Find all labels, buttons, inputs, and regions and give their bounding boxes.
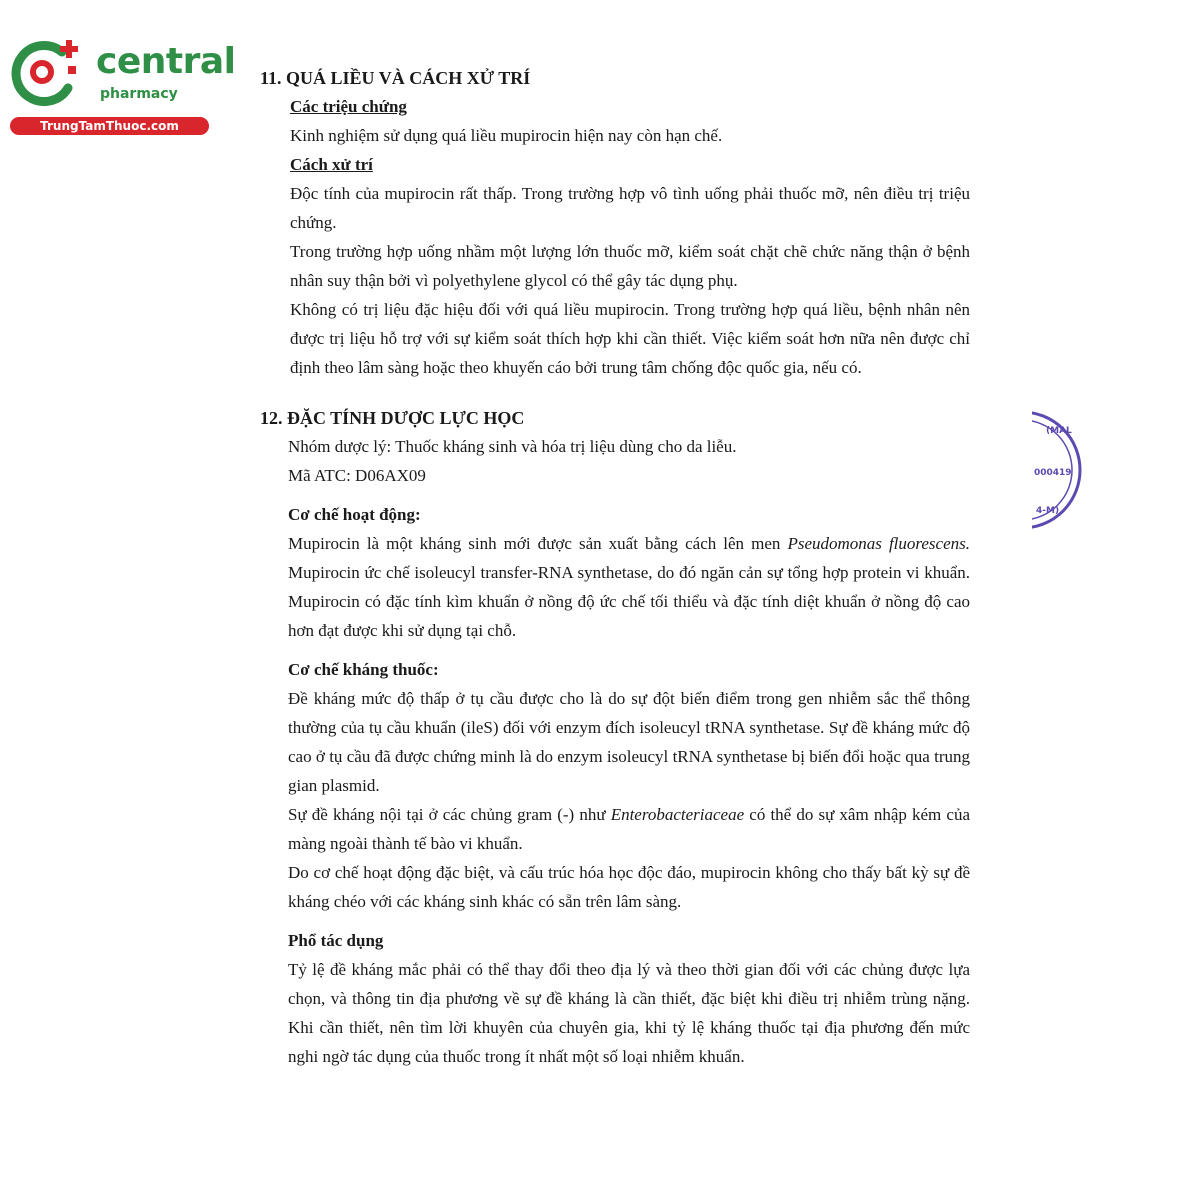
spectrum-paragraph: Tỷ lệ đề kháng mắc phải có thể thay đổi theo địa lý và theo thời gian đối với các chủng được lựa chọn, và thông tin địa phương về sự đề kháng là cần thiết, đặc biệt khi điều trị nhiễm trùng nặng. Khi cần thiết, nên tìm lời khuyên của chuyên gia, khi tỷ lệ kháng thuốc tại địa phương đến mức nghi ngờ tác dụng của thuốc trong ít nhất một số loại nhiễm khuẩn.: [288, 960, 970, 1066]
mechanism-paragraph: Mupirocin là một kháng sinh mới được sản xuất bằng cách lên men Pseudomonas fluorescens. Mupirocin ức chế isoleucyl transfer-RNA synthetase, do đó ngăn cản sự tổng hợp protein vi khuẩn. Mupirocin có đặc tính kìm khuẩn ở nồng độ ức chế tối thiểu và đặc tính diệt khuẩn ở nồng độ cao hơn đạt được khi sử dụng tại chỗ.: [288, 534, 970, 640]
organism-name: Enterobacteriaceae: [610, 805, 745, 824]
stamp-top-text: (MAL: [1046, 426, 1072, 436]
resistance-paragraph: Đề kháng mức độ thấp ở tụ cầu được cho là do sự đột biến điểm trong gen nhiễm sắc thể thông thường của tụ cầu khuẩn (ileS) đối với enzym đích isoleucyl tRNA synthetase. Sự đề kháng mức độ cao ở tụ cầu đã được chứng minh là do enzym isoleucyl tRNA synthetase bị biến đổi hoặc qua trung gian plasmid.: [288, 689, 970, 795]
stamp-bottom-text: 4-M): [1036, 506, 1060, 516]
resistance-heading: Cơ chế kháng thuốc:: [288, 660, 439, 679]
section-title: 12. ĐẶC TÍNH DƯỢC LỰC HỌC: [260, 408, 525, 428]
atc-code: Mã ATC: D06AX09: [288, 466, 426, 485]
section-11: [260, 64, 970, 382]
brand-subtitle: pharmacy: [100, 86, 178, 102]
pharmacological-group: Nhóm dược lý: Thuốc kháng sinh và hóa trị liệu dùng cho da liễu.: [288, 437, 737, 456]
organism-name: Pseudomonas fluorescens.: [787, 534, 970, 553]
symptoms-heading: Các triệu chứng: [290, 97, 407, 116]
stamp-seal: [1032, 405, 1082, 535]
resistance-paragraph: Sự đề kháng nội tại ở các chủng gram (-) như Enterobacteriaceae có thể do sự xâm nhập kém của màng ngoài thành tế bào vi khuẩn.: [288, 805, 970, 853]
resistance-paragraph: Do cơ chế hoạt động đặc biệt, và cấu trúc hóa học độc đáo, mupirocin không cho thấy bất kỳ sự đề kháng chéo với các kháng sinh khác có sẵn trên lâm sàng.: [288, 863, 970, 911]
brand-name: central: [96, 41, 236, 82]
symptoms-text: Kinh nghiệm sử dụng quá liều mupirocin hiện nay còn hạn chế.: [290, 126, 723, 145]
treatment-paragraph: Trong trường hợp uống nhầm một lượng lớn thuốc mỡ, kiểm soát chặt chẽ chức năng thận ở bệnh nhân suy thận bởi vì polyethylene glycol có thể gây tác dụng phụ.: [290, 242, 970, 290]
treatment-heading: Cách xử trí: [290, 155, 373, 174]
brand-website: TrungTamThuoc.com: [10, 117, 209, 135]
document-body: [260, 64, 970, 1071]
treatment-paragraph: Không có trị liệu đặc hiệu đối với quá liều mupirocin. Trong trường hợp quá liều, bệnh nhân nên được trị liệu hỗ trợ với sự kiểm soát thích hợp khi cần thiết. Việc kiểm soát hơn nữa nên được chỉ định theo lâm sàng hoặc theo khuyến cáo bởi trung tâm chống độc quốc gia, nếu có.: [290, 300, 970, 377]
brand-logo: [10, 36, 236, 136]
stamp-number: 000419: [1034, 468, 1072, 478]
central-pharmacy-logo-icon: [10, 36, 90, 108]
treatment-paragraph: Độc tính của mupirocin rất thấp. Trong trường hợp vô tình uống phải thuốc mỡ, nên điều trị triệu chứng.: [290, 184, 970, 232]
section-12: [260, 404, 970, 1071]
mechanism-heading: Cơ chế hoạt động:: [288, 505, 421, 524]
spectrum-heading: Phổ tác dụng: [288, 931, 384, 950]
section-title: 11. QUÁ LIỀU VÀ CÁCH XỬ TRÍ: [260, 68, 531, 88]
